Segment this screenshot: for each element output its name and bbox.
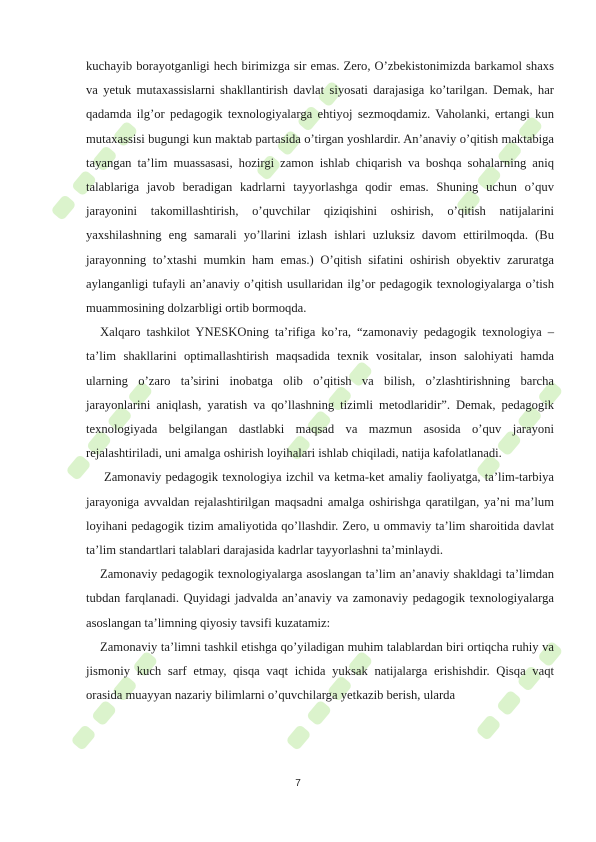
paragraph-2: Xalqaro tashkilot YNESKOning ta’rifiga ko’ra, “zamonaviy pedagogik texnologiya – ta’lim shakllarini optimallashtirish maqsadida texnik vositalar, inson salohiyati hamda ularning o’zaro ta’sirini inobatga olib o’qitish va bilish, o’zlashtirishning barcha jarayonlarini aniqlash, yaratish va qo’llashning tizimli metodlaridir”. Demak, pedagogik texnologiyada belgilangan dastlabki maqsad va mazmun asosida o’quv jarayoni rejalashtiriladi, uni amalga oshirish loyihalari ishlab chiqiladi, natija kafolatlanadi.	[86, 325, 554, 461]
body-text	[86, 54, 554, 707]
paragraph-4: Zamonaviy pedagogik texnologiyalarga asoslangan ta’lim an’anaviy shakldagi ta’limdan tubdan farqlanadi. Quyidagi jadvalda an’anaviy va zamonaviy pedagogik texnologiyalarga asoslangan ta’limning qiyosiy tavsifi kuzatamiz:	[86, 567, 554, 630]
paragraph-3: Zamonaviy pedagogik texnologiya izchil va ketma-ket amaliy faoliyatga, ta’lim-tarbiya jarayoniga avvaldan rejalashtirilgan maqsadni amalga oshirishga qaratilgan, ya’ni ma’lum loyihani pedagogik tizim amaliyotida qo’llashdir. Zero, u ommaviy ta’lim sharoitida davlat ta’lim standartlari talablari darajasida kadrlar tayyorlashni ta’minlaydi.	[86, 470, 554, 558]
paragraph-1: kuchayib borayotganligi hech birimizga sir emas. Zero, O’zbekistonimizda barkamol shaxs va yetuk mutaxassislarni shakllantirish davlat siyosati darajasiga ko’tarilgan. Demak, har qadamda ilg’or pedagogik texnologiyalarga ehtiyoj sezmoqdamiz. Vaholanki, ertangi kun mutaxassisi bugungi kun maktab partasida o’tirgan yoshlardir. An’anaviy o’qitish maktabiga tayangan ta’lim muassasasi, hozirgi zamon ishlab chiqarish va boshqa sohalarning aniq talablariga javob beradigan kadrlarni tayyorlashga qodir emas. Shuning uchun o’quv jarayonini takomillashtirish, o’quvchilar qiziqishini oshirish, o’qitish natijalarini yaxshilashning eng samarali yo’llarini izlash ishlari uzluksiz davom ettirilmoqda. (Bu jarayonning to’xtashi mumkin ham emas.) O’qitish sifatini oshirish obyektiv zaruratga aylanganligi tufayli an’anaviy o’qitish usullaridan ilg’or pedagogik texnologiyalarga o’tish muammosining dolzarbligi ortib bormoqda.	[86, 59, 554, 316]
paragraph-5: Zamonaviy ta’limni tashkil etishga qo’yiladigan muhim talablardan biri ortiqcha ruhiy va jismoniy kuch sarf etmay, qisqa vaqt ichida yuksak natijalarga erishishdir. Qisqa vaqt orasida muayyan nazariy bilimlarni o’quvchilarga yetkazib berish, ularda	[86, 639, 554, 703]
page-number: 7	[295, 778, 301, 789]
